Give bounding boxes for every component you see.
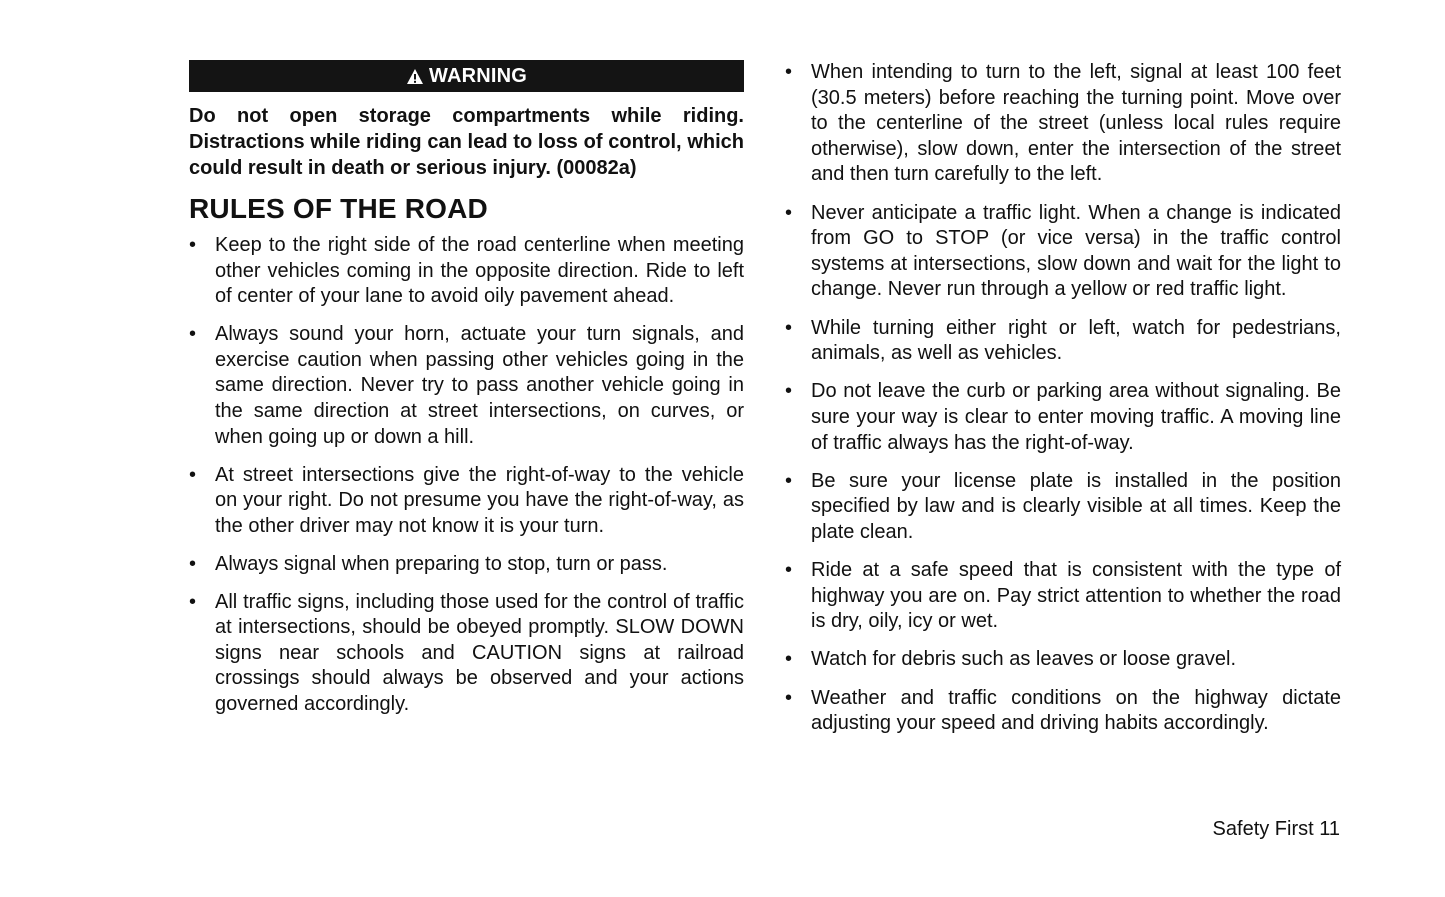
section-heading: RULES OF THE ROAD bbox=[189, 193, 488, 224]
page-footer: Safety First 11 bbox=[1212, 818, 1340, 840]
right-column bbox=[785, 60, 1341, 749]
list-item-text: Always signal when preparing to stop, turn or pass. bbox=[215, 552, 668, 575]
warning-banner bbox=[189, 60, 744, 92]
list-item bbox=[785, 316, 1341, 367]
list-item-text: Do not leave the curb or parking area without signaling. Be sure your way is clear to enter moving traffic. A moving line of traffic always has the right-of-way. bbox=[811, 380, 1341, 454]
bullet-icon: • bbox=[189, 234, 197, 256]
warning-text: Do not open storage compartments while riding. Distractions while riding can lead to loss of control, which could result in death or serious injury. (00082a) bbox=[189, 105, 744, 179]
list-item-text: All traffic signs, including those used for the control of traffic at intersections, should be obeyed promptly. SLOW DOWN signs near schools and CAUTION signs at railroad crossings should always be observed and your actions governed accordingly. bbox=[215, 590, 744, 716]
bullet-icon: • bbox=[189, 590, 197, 613]
right-bullet-list bbox=[785, 60, 1341, 737]
list-item-text: Be sure your license plate is installed in the position specified by law and is clearly visible at all times. Keep the plate clean. bbox=[811, 469, 1341, 543]
bullet-icon: • bbox=[785, 61, 793, 83]
bullet-icon: • bbox=[785, 559, 793, 582]
list-item-text: Keep to the right side of the road centerline when meeting other vehicles coming in the opposite direction. Ride to left of center of your lane to avoid oily pavement ahead. bbox=[215, 234, 744, 308]
list-item-text: Ride at a safe speed that is consistent with the type of highway you are on. Pay strict attention to whether the road is dry, oily, icy or wet. bbox=[811, 559, 1341, 633]
bullet-icon: • bbox=[785, 201, 793, 224]
list-item bbox=[785, 558, 1341, 635]
list-item-text: Watch for debris such as leaves or loose gravel. bbox=[811, 648, 1237, 671]
list-item-text: When intending to turn to the left, signal at least 100 feet (30.5 meters) before reaching the turning point. Move over to the centerline of the street (unless local rules require otherwise), slow down, enter the intersection of the street and then turn carefully to the left. bbox=[811, 61, 1341, 186]
list-item bbox=[189, 463, 744, 540]
bullet-icon: • bbox=[189, 463, 197, 486]
bullet-icon: • bbox=[189, 323, 197, 346]
bullet-icon: • bbox=[785, 686, 793, 709]
list-item bbox=[189, 590, 744, 718]
warning-triangle-icon bbox=[406, 68, 424, 86]
list-item bbox=[189, 552, 744, 578]
list-item-text: Always sound your horn, actuate your turn signals, and exercise caution when passing other vehicles going in the same direction. Never try to pass another vehicle going in the same direction at street intersections, on curves, or when going up or down a hill. bbox=[215, 323, 744, 448]
list-item-text: Weather and traffic conditions on the highway dictate adjusting your speed and driving habits accordingly. bbox=[811, 686, 1341, 735]
bullet-icon: • bbox=[785, 316, 793, 339]
list-item bbox=[189, 322, 744, 450]
list-item bbox=[785, 686, 1341, 737]
list-item bbox=[785, 469, 1341, 546]
warning-title: WARNING bbox=[428, 64, 528, 87]
list-item bbox=[785, 60, 1341, 188]
list-item bbox=[785, 201, 1341, 303]
bullet-icon: • bbox=[785, 380, 793, 403]
list-item bbox=[785, 647, 1341, 673]
bullet-icon: • bbox=[785, 469, 793, 492]
list-item-text: While turning either right or left, watch for pedestrians, animals, as well as vehicles. bbox=[811, 316, 1341, 365]
left-bullet-list bbox=[189, 233, 744, 718]
bullet-icon: • bbox=[785, 648, 793, 671]
left-column bbox=[189, 60, 744, 730]
bullet-icon: • bbox=[189, 552, 197, 575]
list-item-text: Never anticipate a traffic light. When a change is indicated from GO to STOP (or vice versa) in the traffic control systems at intersections, slow down and wait for the light to change. Never run through a yellow or red traffic light. bbox=[811, 201, 1341, 301]
list-item bbox=[785, 379, 1341, 456]
list-item-text: At street intersections give the right-of-way to the vehicle on your right. Do not presume you have the right-of-way, as the other driver may not know it is your turn. bbox=[215, 463, 744, 537]
list-item bbox=[189, 233, 744, 310]
